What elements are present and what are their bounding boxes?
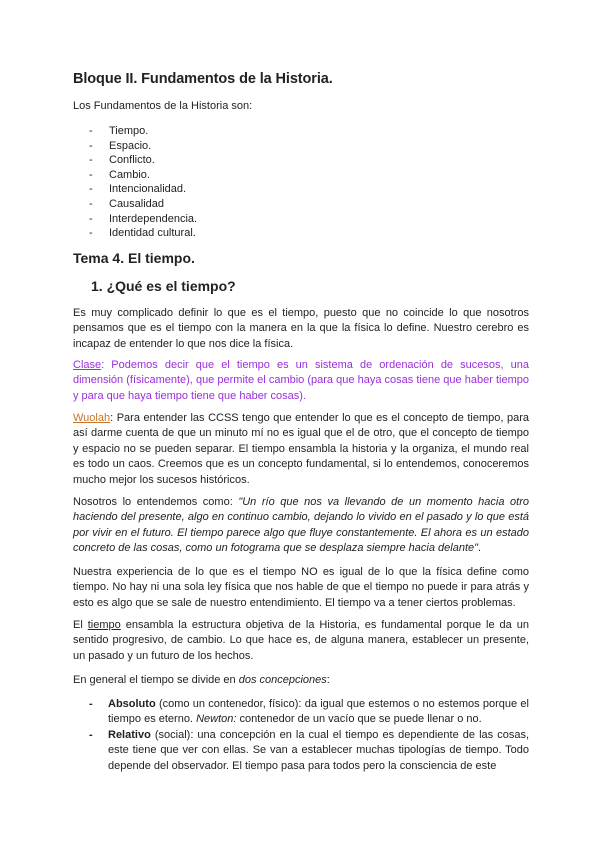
paragraph-quote <box>73 495 529 557</box>
section-title: 1. ¿Qué es el tiempo? <box>91 278 236 294</box>
quote-end: . <box>478 542 482 555</box>
wuolah-label: Wuolah <box>73 412 111 424</box>
quote-text: "Un río que nos va llevando de un momento hacia otro haciendo del presente, algo en continuo cambio, dejando lo vivido en el pasado y lo que está por vivir en el futuro. El tiempo parece algo que fluye constantemente. El ahora es un estado concreto de las cosas, como un fotograma que se desplaza siempre hacia delante" <box>73 496 529 555</box>
list-item: - Interdependencia. <box>73 212 529 227</box>
concepciones-list <box>73 697 529 774</box>
estructura-start: El <box>73 619 88 631</box>
paragraph-1: Es muy complicado definir lo que es el tiempo, puesto que no coincide lo que nosotros pensamos que es el tiempo con la manera en la que la física lo define. Nuestro cerebro es incapaz de entender lo que nos dice la física. <box>73 307 529 350</box>
list-item <box>73 697 529 728</box>
relativo-term: Relativo <box>108 728 151 741</box>
document-title: Bloque II. Fundamentos de la Historia. <box>73 71 333 87</box>
paragraph-concepciones <box>73 673 529 688</box>
paragraph-clase <box>73 358 529 404</box>
list-item: - Conflicto. <box>73 153 529 168</box>
wuolah-text: : Para entender las CCSS tengo que entender lo que es el concepto de tiempo, para así darme cuenta de que un minuto mí no es igual que el de otro, que el concepto de tiempo y espacio no se pueden separar. El tiempo ensambla la historia y la organiza, el mundo real es todo un caos. Creemos que es un concepto fundamental, si lo entendemos, conoceremos mucho mejor los sucesos históricos. <box>73 412 529 486</box>
list-item: - Intencionalidad. <box>73 182 529 197</box>
paragraph-experiencia: Nuestra experiencia de lo que es el tiempo NO es igual de lo que la física define como tiempo. No hay ni una sola ley física que nos hable de que el tiempo no puede ir para atrás y esto es algo que se sale de nuestro entendimiento. El tiempo va a tener ciertos problemas. <box>73 566 529 609</box>
intro-paragraph: Los Fundamentos de la Historia son: <box>73 100 253 112</box>
paragraph-wuolah <box>73 411 529 488</box>
concepciones-end: : <box>326 674 330 686</box>
concepciones-lead: En general el tiempo se divide en <box>73 674 239 686</box>
list-item: - Cambio. <box>73 168 529 183</box>
list-item: - Identidad cultural. <box>73 226 529 241</box>
absoluto-text: (como un contenedor, físico): da igual que estemos o no estemos porque el tiempo es eterno. <box>108 698 529 726</box>
relativo-text: (social): una concepción en la cual el tiempo es dependiente de las cosas, este tiene que ver con ellas. Se van a establecer muchas tipologías de tiempo. Todo depende del observador. El tiempo pasa para todos pero la consciencia de este <box>108 728 529 772</box>
tema-title: Tema 4. El tiempo. <box>73 250 195 266</box>
paragraph-estructura <box>73 618 529 664</box>
quote-lead: Nosotros lo entendemos como: <box>73 496 239 508</box>
list-item: - Causalidad <box>73 197 529 212</box>
list-item <box>73 728 529 774</box>
absoluto-tail: contenedor de un vacío que se puede llenar o no. <box>236 713 482 726</box>
fundamentos-list <box>73 124 529 241</box>
concepciones-em: dos concepciones <box>238 674 327 686</box>
clase-label: Clase <box>73 359 102 371</box>
newton-label: Newton: <box>196 713 237 726</box>
estructura-rest: ensambla la estructura objetiva de la Historia, es fundamental porque le da un sentido progresivo, de cambio. Lo que hace es, de alguna manera, establecer un presente, un pasado y un futuro de los hechos. <box>73 619 529 662</box>
list-item: - Espacio. <box>73 139 529 154</box>
absoluto-term: Absoluto <box>108 698 156 710</box>
tiempo-word: tiempo <box>87 619 121 631</box>
clase-text: : Podemos decir que el tiempo es un sistema de ordenación de sucesos, una dimensión (físicamente), que permite el cambio (para que haya cosas tiene que haber tiempo y para que haya tiempo tiene que haber cosas). <box>73 359 529 402</box>
list-item: - Tiempo. <box>73 124 529 139</box>
